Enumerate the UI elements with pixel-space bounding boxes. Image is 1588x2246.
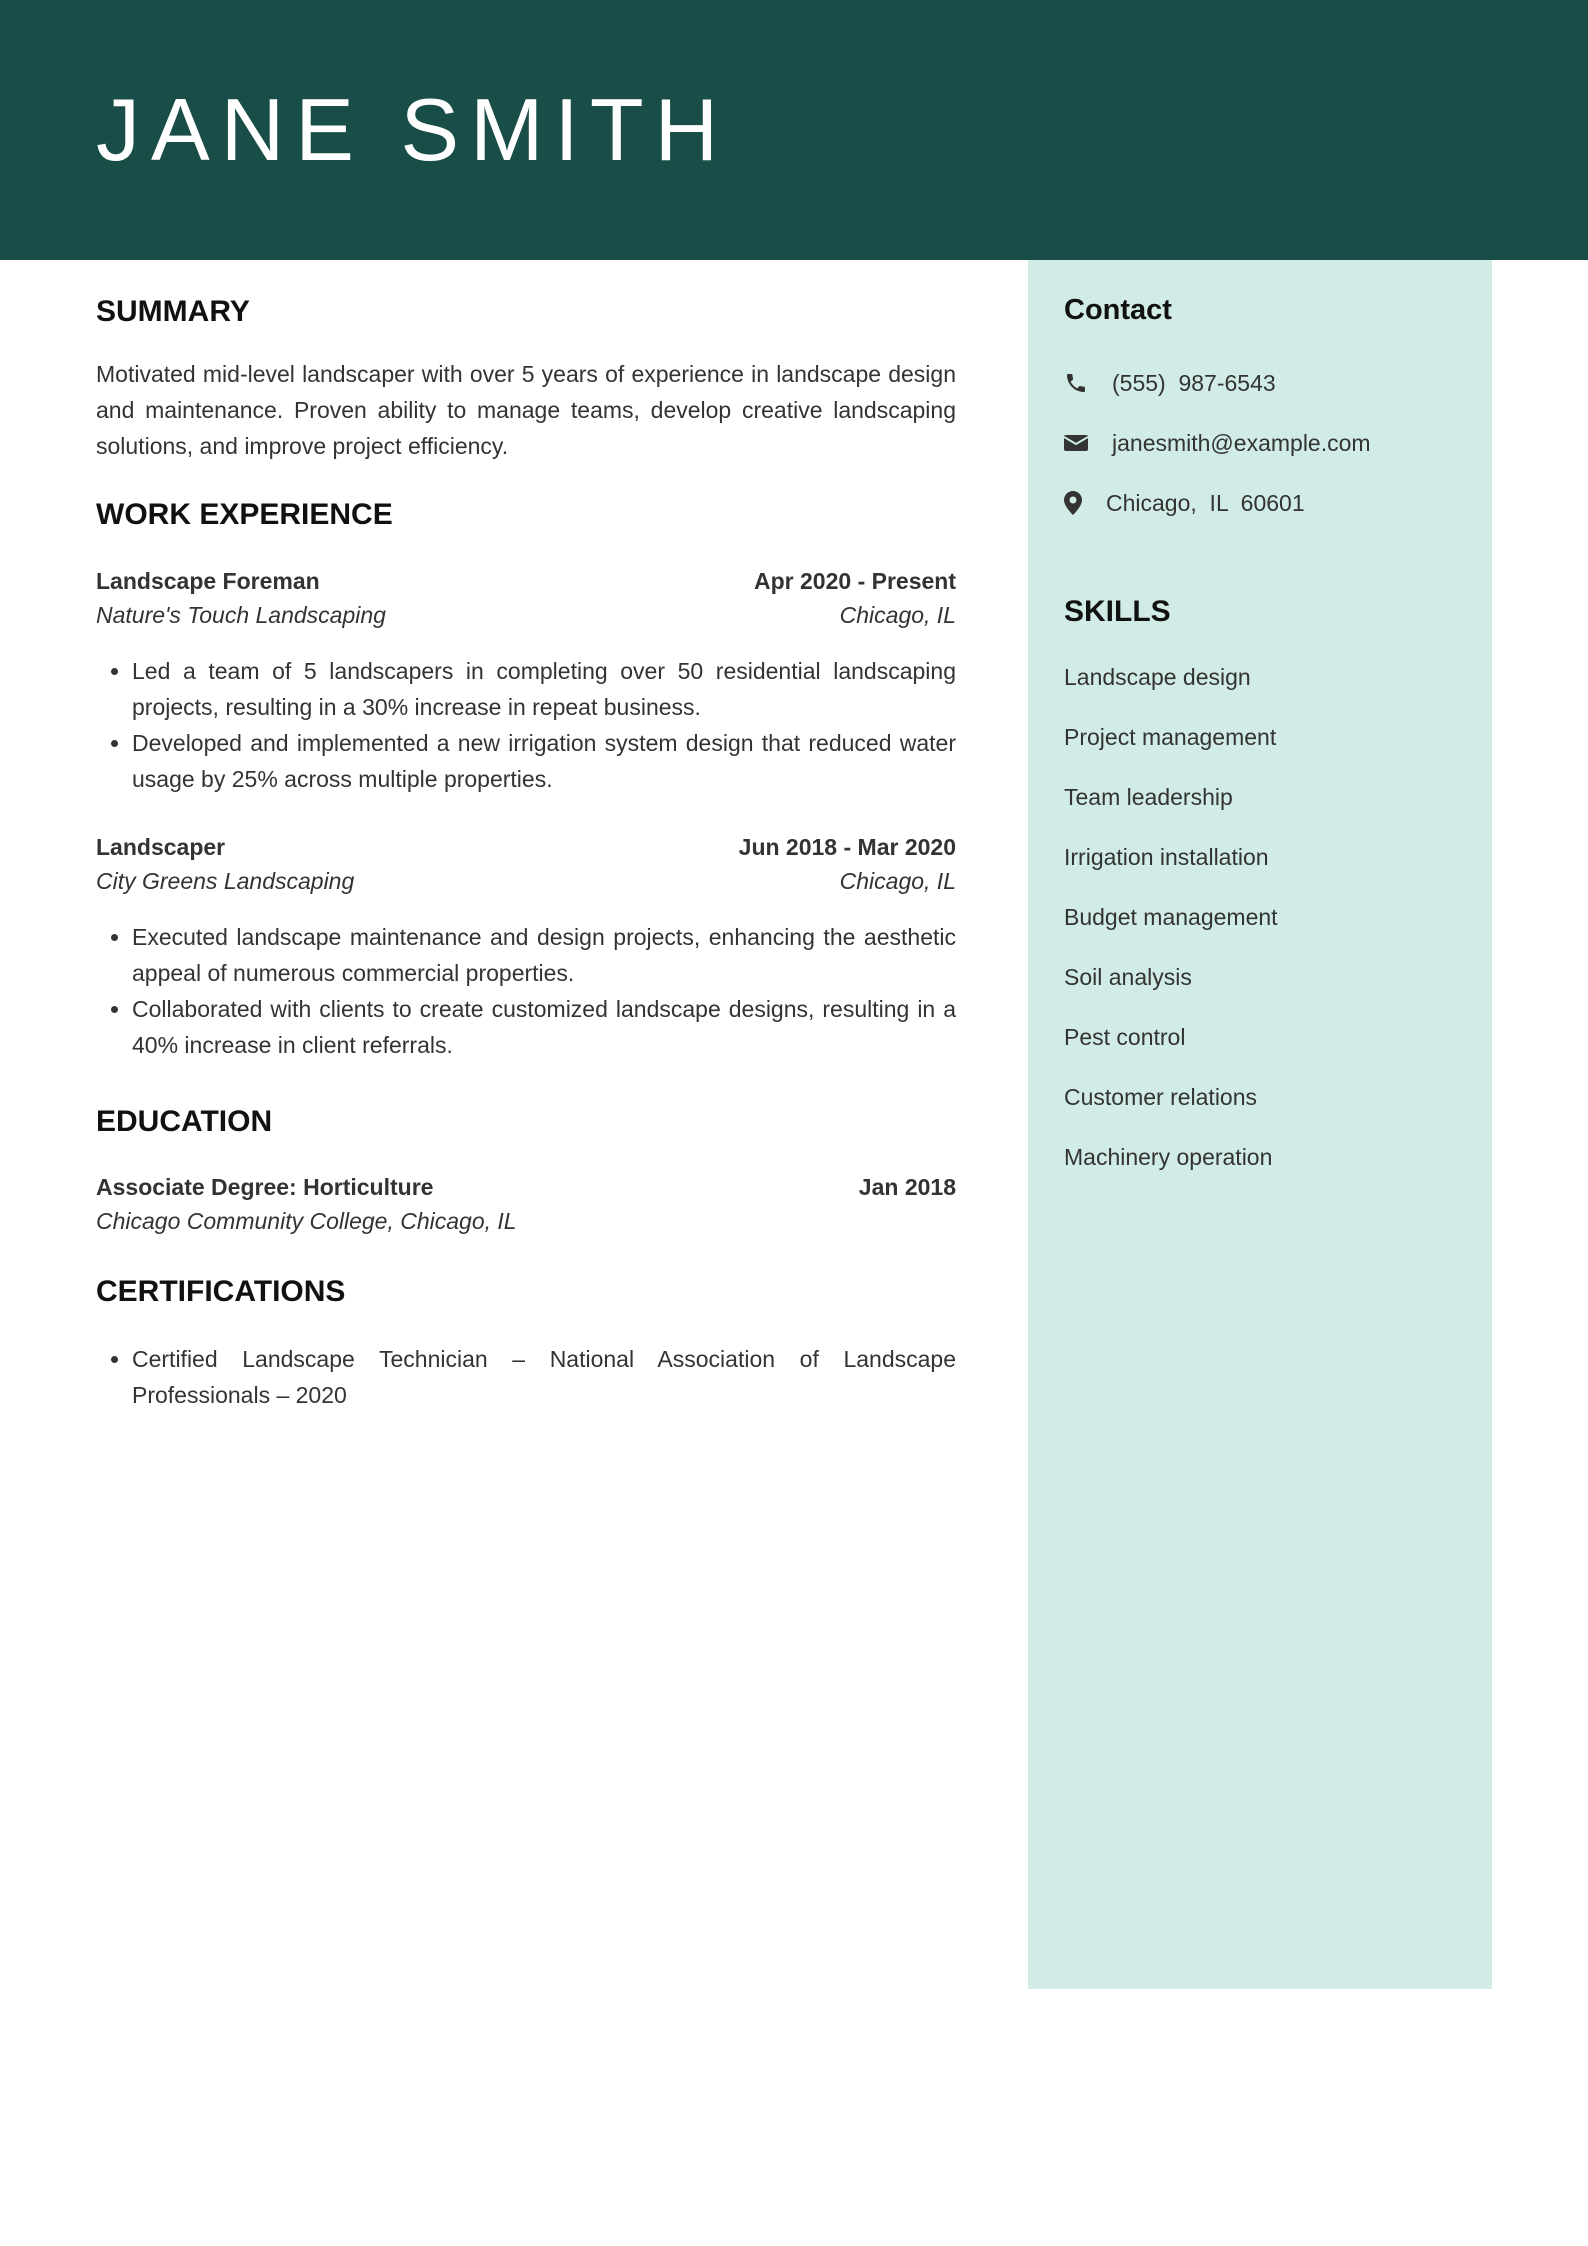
sidebar (1028, 260, 1492, 1989)
map-pin-icon (1064, 491, 1084, 515)
contact-email-text[interactable]: janesmith@example.com (1112, 429, 1371, 456)
work-experience-heading: WORK EXPERIENCE (96, 498, 393, 531)
main-column (96, 260, 956, 1413)
job-location: Chicago, IL (839, 602, 956, 628)
work-experience-section (96, 500, 956, 1063)
certifications-heading: CERTIFICATIONS (96, 1275, 346, 1308)
skill-item: Soil analysis (1064, 964, 1192, 990)
header-banner (0, 0, 1588, 260)
skill-item: Budget management (1064, 904, 1278, 930)
contact-location-text: Chicago, IL 60601 (1106, 489, 1305, 516)
contact-phone-text: (555) 987-6543 (1112, 369, 1276, 396)
job-entry (96, 829, 956, 1063)
contact-location (1064, 473, 1456, 533)
skills-list (1064, 647, 1456, 1187)
job-role: Landscape Foreman (96, 568, 320, 594)
job-company: City Greens Landscaping (96, 868, 355, 894)
education-date: Jan 2018 (858, 1174, 956, 1200)
skills-heading: SKILLS (1064, 595, 1171, 628)
summary-text: Motivated mid-level landscaper with over 5 years of experience in landscape design and maintenance. Proven ability to manage teams, develop creative landscaping solutions, and improve project efficiency. (96, 361, 956, 459)
job-bullet: • Led a team of 5 landscapers in completing over 50 residential landscaping projects, resulting in a 30% increase in repeat business. (132, 653, 956, 725)
job-entry (96, 563, 956, 797)
education-degree: Associate Degree: Horticulture (96, 1174, 434, 1200)
contact-email (1064, 413, 1456, 473)
skill-item: Pest control (1064, 1024, 1186, 1050)
skill-item: Machinery operation (1064, 1144, 1273, 1170)
education-section (96, 1107, 956, 1239)
summary-heading: SUMMARY (96, 295, 250, 328)
certifications-list (96, 1341, 956, 1413)
contact-phone (1064, 353, 1456, 413)
job-company: Nature's Touch Landscaping (96, 602, 386, 628)
job-bullets (96, 653, 956, 797)
skill-item: Landscape design (1064, 664, 1251, 690)
job-role: Landscaper (96, 834, 226, 860)
job-dates: Jun 2018 - Mar 2020 (738, 834, 956, 860)
job-bullet: • Collaborated with clients to create customized landscape designs, resulting in a 40% increase in client referrals. (132, 991, 956, 1063)
envelope-icon (1064, 433, 1090, 453)
certification-item: • Certified Landscape Technician – National Association of Landscape Professionals – 2020 (132, 1341, 956, 1413)
job-bullet: • Executed landscape maintenance and design projects, enhancing the aesthetic appeal of numerous commercial properties. (132, 919, 956, 991)
job-bullet: • Developed and implemented a new irrigation system design that reduced water usage by 25% across multiple properties. (132, 725, 956, 797)
job-bullets (96, 919, 956, 1063)
certifications-section (96, 1277, 956, 1413)
education-heading: EDUCATION (96, 1105, 273, 1138)
contact-heading: Contact (1064, 294, 1172, 326)
candidate-name: JANE SMITH (96, 80, 730, 179)
job-location: Chicago, IL (839, 868, 956, 894)
skill-item: Irrigation installation (1064, 844, 1269, 870)
skill-item: Team leadership (1064, 784, 1233, 810)
education-school: Chicago Community College, Chicago, IL (96, 1208, 517, 1234)
summary-section (96, 260, 956, 464)
job-dates: Apr 2020 - Present (754, 568, 956, 594)
phone-icon (1064, 371, 1090, 395)
skill-item: Customer relations (1064, 1084, 1258, 1110)
skill-item: Project management (1064, 724, 1277, 750)
